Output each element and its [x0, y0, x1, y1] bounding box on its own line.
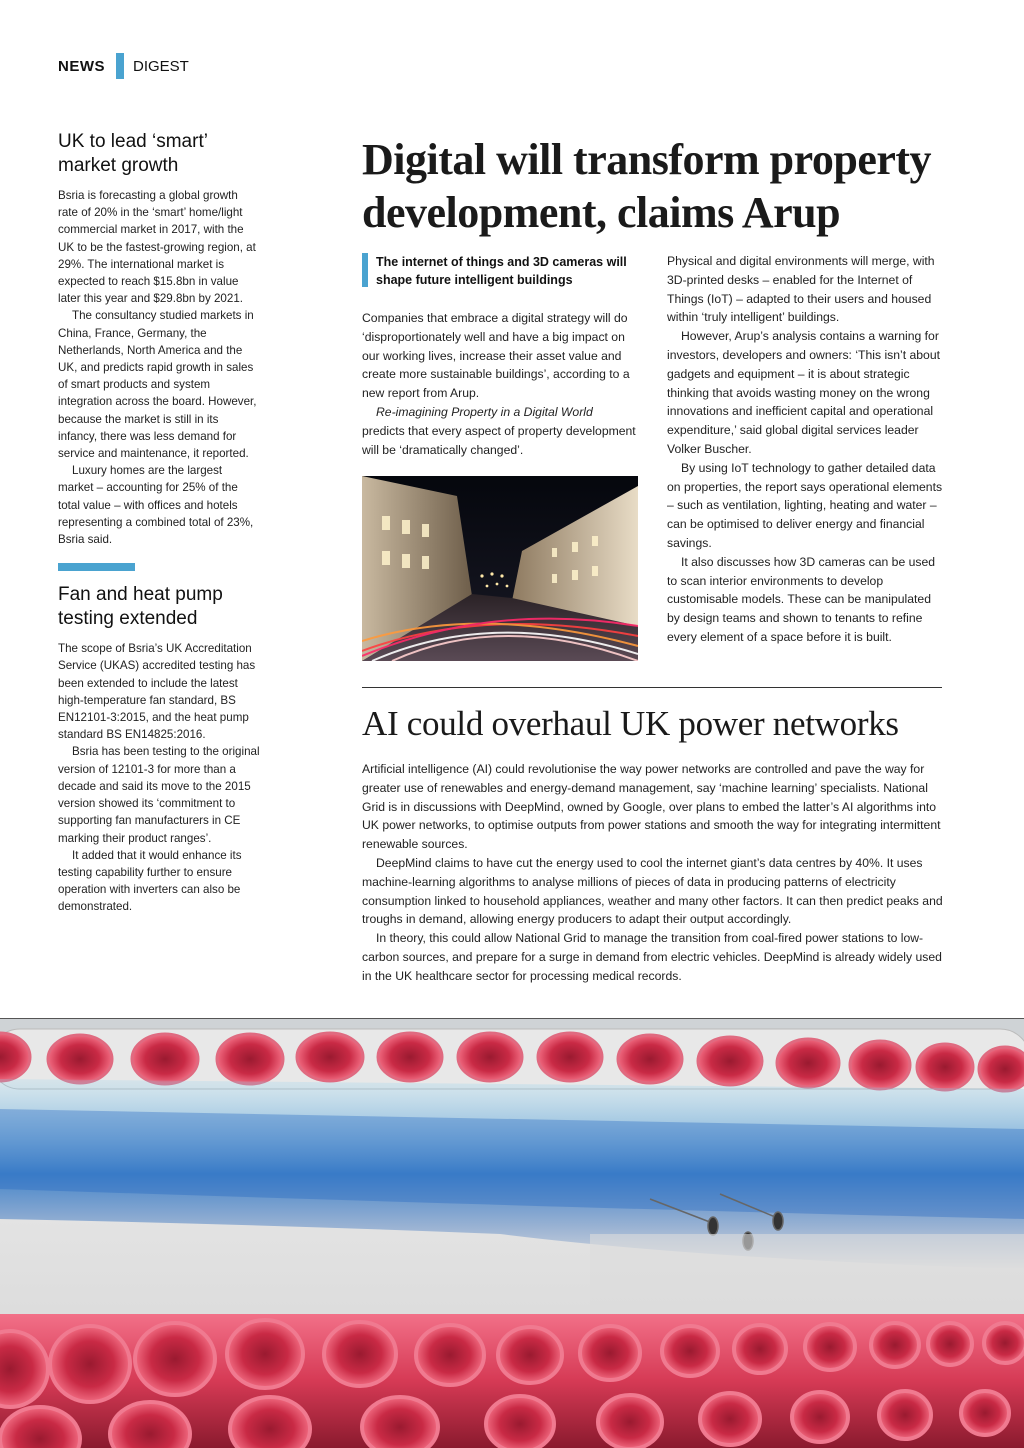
body-paragraph — [362, 403, 638, 459]
ai-story-body — [362, 760, 944, 986]
section-label: NEWS — [58, 57, 105, 75]
body-paragraph: In theory, this could allow National Grid to manage the transition from coal-fired power stations to low-carbon sources, and prepare for a surge in demand from electric vehicles. DeepMind is already widely used in the UK healthcare sector for processing medical records. — [362, 931, 942, 983]
standfirst-accent-bar — [362, 253, 368, 287]
sidebar-paragraph: Bsria has been testing to the original version of 12101-3 for more than a decade and said its move to the 2015 version showed its ‘commitment to supporting fan manufacturers in CE marking their product ranges’. — [58, 745, 260, 845]
news-sidebar — [58, 130, 260, 916]
body-paragraph: DeepMind claims to have cut the energy used to cool the internet giant’s data centres by 40%. It uses machine-learning algorithms to analyse millions of pieces of data in producing patterns of electricity consumption linked to household appliances, weather and many other factors. It can then predict peaks and troughs in demand, allowing energy producers to adapt their output accordingly. — [362, 855, 943, 927]
bottom-pipe-row — [0, 1314, 1024, 1448]
report-title: Re-imagining Property in a Digital World — [376, 404, 593, 419]
main-story-column-2 — [667, 252, 945, 647]
sidebar-paragraph: Bsria is forecasting a global growth rate of 20% in the ‘smart’ home/light commercial market in 2017, with the UK to be the fastest-growing region, at 29%. The international market is expected to reach $15.8bn in value later this year and $29.8bn by 2021. — [58, 189, 256, 306]
sidebar-story-title: Fan and heat pump testing extended — [58, 584, 223, 630]
body-text: predicts that every aspect of property development will be ‘dramatically changed’. — [362, 423, 636, 457]
airflow-pipes-illustration — [0, 1019, 1024, 1448]
sidebar-story-title: UK to lead ‘smart’ market growth — [58, 131, 208, 176]
header-accent-bar — [116, 53, 124, 79]
body-paragraph: Companies that embrace a digital strategy will do ‘disproportionately well and have a big impact on our working lives, increase their asset value and create more sustainable buildings’, according to a new report from Arup. — [362, 311, 630, 401]
body-paragraph: By using IoT technology to gather detailed data on properties, the report says operational elements – such as ventilation, lighting, heating and water – can be optimised to deliver energy and financial savings. — [667, 460, 943, 550]
body-paragraph: Physical and digital environments will merge, with 3D-printed desks – enabled for the Internet of Things (IoT) – adapted to their users and housed within ‘truly intelligent’ buildings. — [667, 254, 935, 325]
body-paragraph: However, Arup’s analysis contains a warning for investors, developers and owners: ‘This isn’t about gadgets and equipment – it is about strategic thinking that avoids wasting money on the wrong innovations and inefficient capital and operational expenditure,’ said global digital services leader Volker Buscher. — [667, 329, 941, 456]
sidebar-paragraph: Luxury homes are the largest market – accounting for 25% of the total value – with offices and hotels representing a combined total of 23%, Bsria said. — [58, 464, 254, 547]
sidebar-divider — [58, 563, 135, 571]
body-paragraph: Artificial intelligence (AI) could revolutionise the way power networks are controlled and pave the way for greater use of renewables and energy-demand management, say ‘machine learning’ specialists. National Grid is in discussions with DeepMind, owned by Google, over plans to embed the latter’s AI algorithms into UK power networks, to optimise outputs from power stations and smooth the way for integrating intermittent renewable sources. — [362, 762, 941, 852]
sidebar-paragraph: It added that it would enhance its testing capability further to ensure operation with inverters can also be demonstrated. — [58, 848, 242, 914]
standfirst-text: The internet of things and 3D cameras will shape future intelligent buildings — [376, 255, 627, 287]
regent-street-night-photo — [362, 476, 638, 661]
sidebar-paragraph: The consultancy studied markets in China, France, Germany, the Netherlands, North America and the UK, and predicts rapid growth in sales of smart products and system integration across the board. However, because the market is still in its infancy, there was less demand for service and maintenance, it reported. — [58, 309, 257, 461]
standfirst — [362, 253, 632, 289]
section-divider-rule — [362, 687, 942, 688]
sidebar-paragraph: The scope of Bsria’s UK Accreditation Service (UKAS) accredited testing has been extended to include the latest high-temperature fan standard, BS EN12101-3:2015, and the heat pump standard BS EN14825:2016. — [58, 642, 256, 742]
page-header — [58, 52, 189, 80]
ai-story-headline: AI could overhaul UK power networks — [362, 704, 899, 743]
main-headline: Digital will transform property development, claims Arup — [362, 135, 932, 237]
body-paragraph: It also discusses how 3D cameras can be used to scan interior environments to develop customisable models. These can be manipulated by design teams and shown to tenants to refine every element of a space before it is built. — [667, 554, 936, 644]
subsection-label: DIGEST — [133, 57, 189, 75]
main-story-column-1 — [362, 309, 638, 459]
